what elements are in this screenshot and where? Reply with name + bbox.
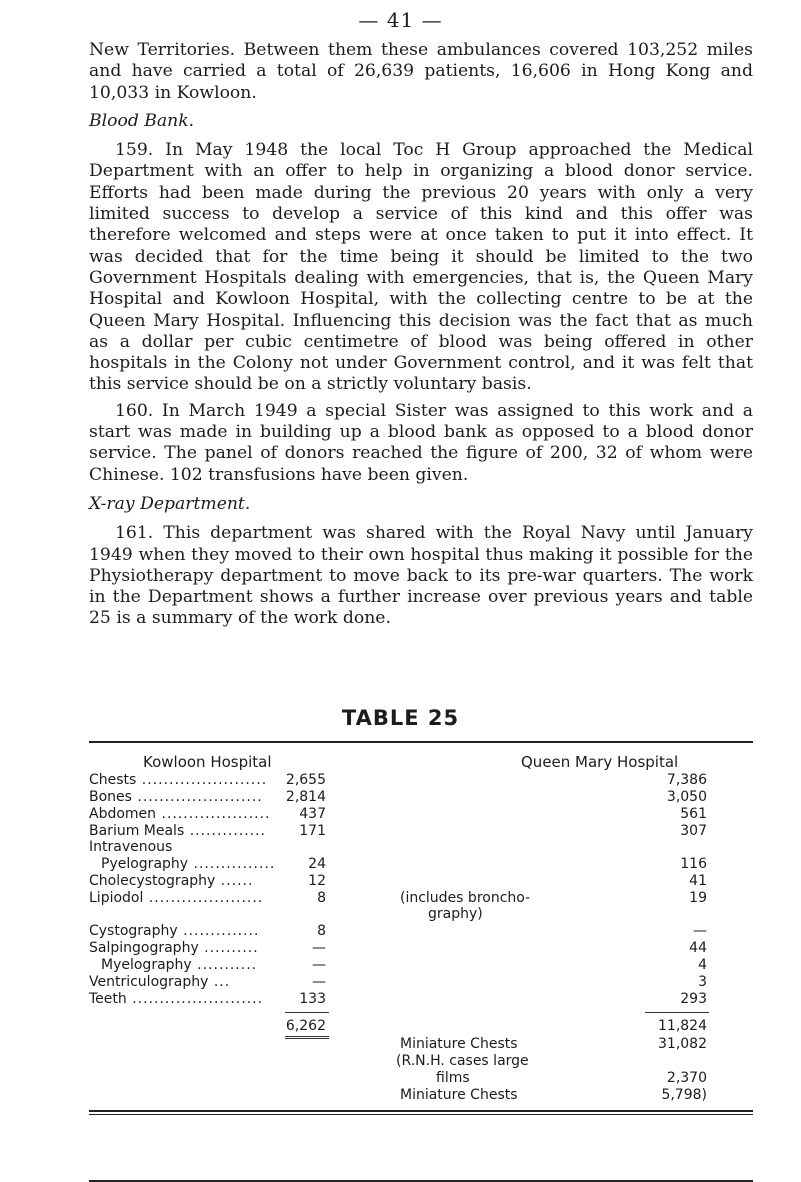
kowloon-subtotal-rule (285, 1012, 329, 1013)
kowloon-value: 12 (308, 873, 326, 889)
rnh-large-films-value: 2,370 (666, 1070, 707, 1086)
row-label (89, 823, 266, 839)
queen-mary-value: 307 (680, 823, 707, 839)
paragraph-159: 159. In May 1948 the local Toc H Group approached the Medical Department with an offer to help in organizing a blood donor service. Efforts had been made during the previous 20 years with only a very limited success to develop a service of this kind and this offer was therefore welcomed and steps were at once taken to put it into effect. It was decided that for the time being it should be limited to the two Government Hospitals dealing with emergencies, that is, the Queen Mary Hospital and Kowloon Hospital, with the collecting centre to be at the Queen Mary Hospital. Influencing this decision was the fact that as much as a dollar per cubic centimetre of blood was being offered in other hospitals in the Colony not under Government control, and it was felt that this service should be on a strictly voluntary basis. (89, 140, 753, 395)
queen-mary-value: — (693, 923, 707, 939)
paragraph-160: 160. In March 1949 a special Sister was assigned to this work and a start was made in building up a blood bank as opposed to a blood donor service. The panel of donors reached the figure of 200, 32 of whom were Chinese. 102 transfusions have been given. (89, 400, 753, 485)
kowloon-total-double-rule (285, 1036, 329, 1039)
kowloon-value: 437 (299, 806, 326, 822)
row-label (89, 873, 253, 889)
row-label-text: Salpingography (89, 940, 199, 956)
row-label-text: Pyelography (101, 856, 189, 872)
body-section-top (89, 40, 753, 630)
lipiodol-note-line-1: (includes broncho- (400, 890, 531, 906)
leader-dots: .............. (177, 923, 260, 939)
leader-dots: ....................... (131, 789, 263, 805)
leader-dots: ........................ (126, 991, 264, 1007)
kowloon-value: — (312, 974, 326, 990)
queen-mary-value: 116 (680, 856, 707, 872)
row-label (89, 991, 263, 1007)
queen-mary-value: 293 (680, 991, 707, 1007)
row-label (89, 940, 259, 956)
row-label-text: Abdomen (89, 806, 157, 822)
kowloon-total: 6,262 (285, 1018, 326, 1034)
row-label (89, 772, 267, 788)
queen-mary-value: 7,386 (666, 772, 707, 788)
leader-dots: .............. (184, 823, 267, 839)
kowloon-value: 8 (317, 890, 326, 906)
row-label (101, 957, 257, 973)
row-label-text: Teeth (89, 991, 127, 1007)
rnh-miniature-label: Miniature Chests (400, 1087, 518, 1103)
row-label-text: Ventriculography (89, 974, 209, 990)
kowloon-value: 2,814 (285, 789, 326, 805)
paragraph-161: 161. This department was shared with the Royal Navy until January 1949 when they moved to their own hospital thus making it possible for the Physiotherapy department to move back to its pre-war quarters. The work in the Department shows a further increase over previous years and table 25 is a summary of the work done. (89, 523, 753, 629)
leader-dots: .................... (156, 806, 271, 822)
row-label (89, 923, 259, 939)
row-label (89, 890, 263, 906)
queen-mary-value: 44 (689, 940, 707, 956)
table-bottom-rule (89, 1110, 753, 1112)
kowloon-value: 24 (308, 856, 326, 872)
kowloon-value: — (312, 957, 326, 973)
leader-dots: ..................... (143, 890, 264, 906)
leader-dots: ............... (188, 856, 276, 872)
queen-mary-value: 3 (698, 974, 707, 990)
queen-mary-value: 561 (680, 806, 707, 822)
kowloon-value: 2,655 (285, 772, 326, 788)
miniature-chests-value: 31,082 (658, 1036, 707, 1052)
kowloon-value: 8 (317, 923, 326, 939)
queen-mary-value: 41 (689, 873, 707, 889)
heading-xray-department: X-ray Department. (89, 493, 251, 514)
kowloon-value: — (312, 940, 326, 956)
column-header-queen-mary: Queen Mary Hospital (521, 753, 679, 771)
row-label (89, 789, 263, 805)
row-label-text: Bones (89, 789, 132, 805)
heading-blood-bank: Blood Bank. (89, 110, 195, 131)
paragraph-ambulances: New Territories. Between them these ambulances covered 103,252 miles and have carried a total of 26,639 patients, 16,606 in Hong Kong and 10,033 in Kowloon. (89, 40, 753, 103)
row-label-text: Chests (89, 772, 137, 788)
row-label-text: Cholecystography (89, 873, 216, 889)
table-25 (89, 742, 753, 1112)
queen-mary-value: 3,050 (666, 789, 707, 805)
rnh-cases-line-1: (R.N.H. cases large (396, 1053, 529, 1069)
row-label (101, 856, 275, 872)
row-label (89, 839, 172, 855)
row-label-text: Cystography (89, 923, 178, 939)
rnh-miniature-value: 5,798) (661, 1087, 707, 1103)
queen-mary-value: 4 (698, 957, 707, 973)
rnh-cases-line-2: films (436, 1070, 470, 1086)
leader-dots: .......... (198, 940, 259, 956)
row-label-text: Myelography (101, 957, 192, 973)
table-bottom-rule-inner (89, 1114, 753, 1115)
miniature-chests-label: Miniature Chests (400, 1036, 518, 1052)
row-label (89, 974, 230, 990)
column-header-kowloon: Kowloon Hospital (143, 753, 272, 771)
leader-dots: ....................... (136, 772, 268, 788)
queen-mary-subtotal-rule (645, 1012, 709, 1013)
row-label (89, 806, 271, 822)
leader-dots: ........... (191, 957, 258, 973)
table-title: TABLE 25 (341, 706, 460, 730)
row-label-text: Lipiodol (89, 890, 144, 906)
page-number: — 41 — (358, 8, 443, 32)
leader-dots: ...... (215, 873, 254, 889)
leader-dots: ... (208, 974, 231, 990)
row-label-text: Intravenous (89, 839, 173, 855)
kowloon-value: 133 (299, 991, 326, 1007)
queen-mary-value: 19 (689, 890, 707, 906)
lipiodol-note-line-2: graphy) (428, 906, 483, 922)
queen-mary-total: 11,824 (658, 1018, 707, 1034)
row-label-text: Barium Meals (89, 823, 185, 839)
kowloon-value: 171 (299, 823, 326, 839)
